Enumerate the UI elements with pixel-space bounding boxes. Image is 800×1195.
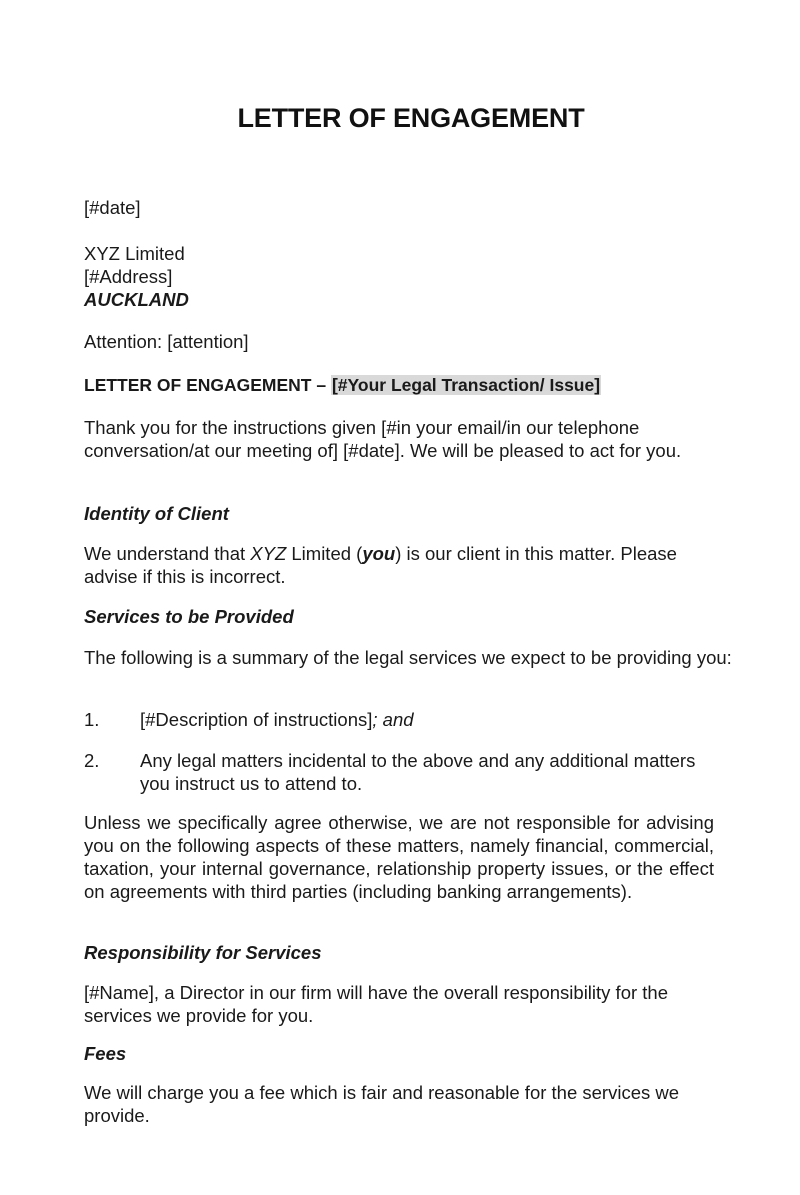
identity-heading: Identity of Client [84, 503, 229, 524]
list-item-text: Any legal matters incidental to the above and any additional matters you instruct us to attend to. [140, 750, 696, 794]
fees-paragraph: We will charge you a fee which is fair and reasonable for the services we provide. [84, 1082, 680, 1126]
identity-text-after: ) is our client in this matter. Please advise if this is incorrect. [84, 543, 677, 587]
identity-paragraph [84, 542, 720, 588]
subject-highlight: [#Your Legal Transaction/ Issue] [331, 375, 601, 395]
list-item-number: 2. [84, 750, 100, 771]
list-item-description: [#Description of instructions] [140, 709, 373, 730]
subject-line [84, 374, 724, 397]
subject-prefix: LETTER OF ENGAGEMENT – [84, 375, 331, 395]
page-title: LETTER OF ENGAGEMENT [237, 103, 585, 133]
identity-you: you [362, 543, 396, 564]
fees-heading: Fees [84, 1043, 127, 1064]
services-intro: The following is a summary of the legal services we expect to be providing you: [84, 647, 732, 668]
list-item-number: 1. [84, 709, 100, 730]
intro-paragraph: Thank you for the instructions given [#in your email/in our telephone conversation/at our meeting of] [#date]. We will be pleased to act for you. [84, 417, 682, 461]
recipient-name: XYZ Limited [84, 243, 185, 264]
responsibility-heading: Responsibility for Services [84, 942, 322, 963]
recipient-block [84, 242, 724, 311]
list-item-text [140, 708, 724, 731]
list-item-suffix: ; and [372, 709, 414, 730]
services-disclaimer: Unless we specifically agree otherwise, we are not responsible for advising you on the following aspects of these matters, namely financial, commercial, taxation, your internal governance, relationship property issues, or the effect on agreements with third parties (including banking arrangements). [84, 812, 714, 902]
identity-text-before: We understand that [84, 543, 251, 564]
recipient-address: [#Address] [84, 266, 173, 287]
responsibility-paragraph: [#Name], a Director in our firm will have the overall responsibility for the services we provide for you. [84, 982, 669, 1026]
recipient-city: AUCKLAND [84, 289, 189, 310]
services-heading: Services to be Provided [84, 606, 294, 627]
identity-text-mid: Limited ( [286, 543, 363, 564]
identity-client-name: XYZ [250, 543, 287, 564]
attention-line: Attention: [attention] [84, 331, 249, 352]
letter-date: [#date] [84, 197, 141, 218]
